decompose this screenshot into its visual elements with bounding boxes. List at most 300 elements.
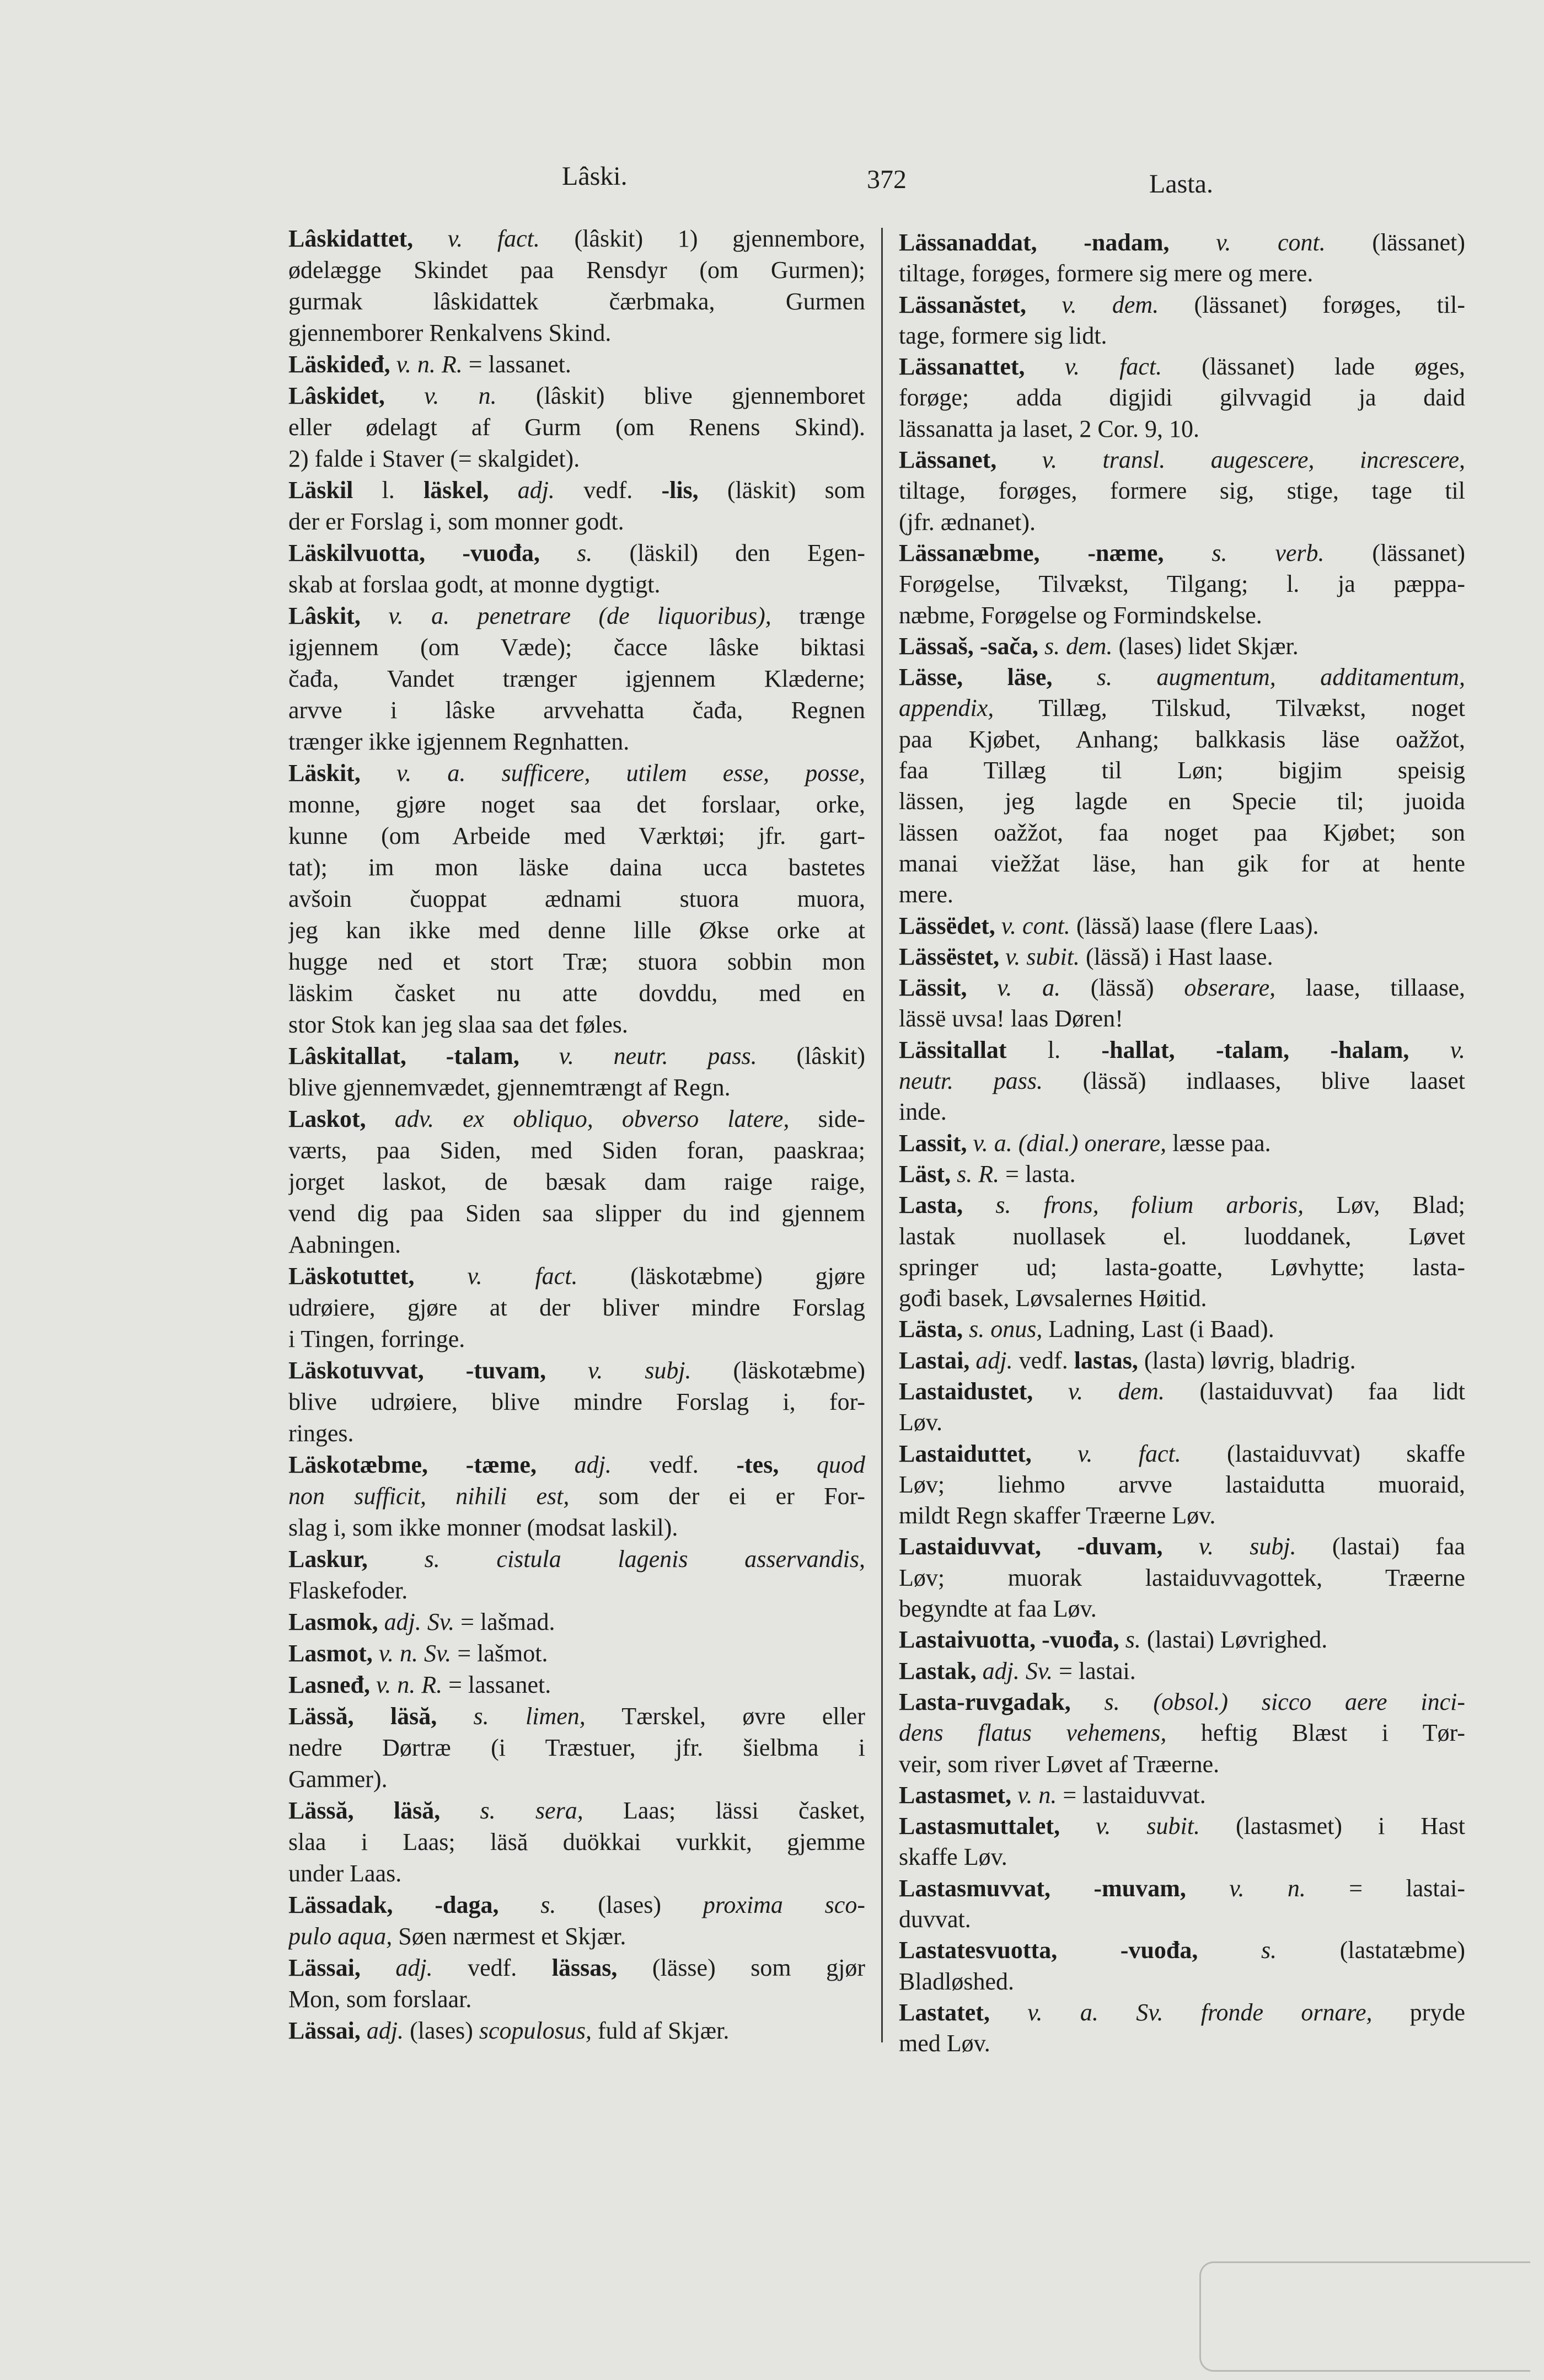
definition-text: Løv. bbox=[899, 1409, 943, 1436]
definition-text: Flaskefoder. bbox=[288, 1577, 408, 1604]
dictionary-line bbox=[288, 1260, 865, 1292]
definition-text: Søen nærmest et Skjær. bbox=[392, 1923, 626, 1950]
headword: Lässit, bbox=[899, 974, 967, 1002]
definition-text: slag i, som ikke monner (modsat laskil). bbox=[288, 1514, 678, 1541]
definition-text: (lässanet) forøges, til- bbox=[1159, 291, 1465, 318]
italic-label: adj. bbox=[360, 1954, 433, 1981]
definition-text: Bladløshed. bbox=[899, 1967, 1014, 1995]
definition-text: läskim časket nu atte dovddu, med en bbox=[288, 980, 865, 1007]
italic-label: pulo aqua, bbox=[288, 1923, 393, 1950]
dictionary-line bbox=[899, 1159, 1465, 1190]
dictionary-line bbox=[899, 1842, 1465, 1873]
definition-text: Tærskel, øvre eller bbox=[585, 1703, 865, 1730]
definition-text: monne, gjøre noget saa det forslaar, orke, bbox=[288, 791, 865, 818]
header-guide-word-left: Lâski. bbox=[562, 162, 628, 191]
definition-text: ringes. bbox=[288, 1420, 354, 1447]
definition-text: heftig Blæst i Tør- bbox=[1166, 1719, 1465, 1747]
definition-text: Løv; liehmo arvve lastaidutta muoraid, bbox=[899, 1470, 1465, 1498]
headword: Lässadak, -daga, bbox=[288, 1891, 499, 1918]
headword: -hallat, -talam, -halam, bbox=[1101, 1036, 1409, 1063]
dictionary-line bbox=[288, 1858, 865, 1889]
dictionary-line bbox=[288, 1826, 865, 1858]
italic-label: v. n. bbox=[384, 382, 497, 409]
definition-text: manai viežžat läse, han gik for at hente bbox=[899, 849, 1465, 877]
definition-text: side- bbox=[789, 1105, 865, 1132]
definition-text: = lastaiduvvat. bbox=[1057, 1781, 1206, 1809]
definition-text: Laas; lässi časket, bbox=[583, 1797, 865, 1824]
headword: Lastasmet, bbox=[899, 1781, 1012, 1809]
italic-label: v. fact. bbox=[413, 225, 540, 252]
italic-label: v. fact. bbox=[1025, 353, 1162, 381]
definition-text: l. bbox=[1006, 1036, 1102, 1063]
dictionary-line bbox=[899, 351, 1465, 382]
definition-text: slaa i Laas; läsă duökkai vurkkit, gjemme bbox=[288, 1828, 865, 1855]
dictionary-line bbox=[899, 911, 1465, 942]
headword: Lässanet, bbox=[899, 446, 997, 474]
italic-label: v. n. bbox=[1186, 1874, 1306, 1902]
right-column bbox=[899, 227, 1465, 2060]
headword: Lastaiduttet, bbox=[899, 1440, 1032, 1467]
dictionary-line bbox=[899, 817, 1465, 848]
italic-label: v. a. sufficere, utilem esse, posse, bbox=[360, 760, 865, 787]
italic-label: v. n. Sv. bbox=[372, 1640, 452, 1667]
headword: Lâskidattet, bbox=[288, 225, 414, 252]
headword: Lastatet, bbox=[899, 1998, 990, 2026]
italic-label: v. a. penetrare (de liquoribus), bbox=[360, 602, 771, 629]
dictionary-line bbox=[899, 600, 1465, 631]
dictionary-line bbox=[899, 724, 1465, 755]
italic-label: adv. ex obliquo, obverso latere, bbox=[366, 1105, 790, 1132]
headword: Lastaivuotta, -vuođa, bbox=[899, 1626, 1119, 1654]
headword: Lässanattet, bbox=[899, 353, 1025, 381]
definition-text: (lässanet) lade øges, bbox=[1162, 353, 1465, 381]
dictionary-line bbox=[288, 1229, 865, 1260]
definition-text: = lastai- bbox=[1305, 1874, 1465, 1902]
dictionary-line bbox=[288, 1323, 865, 1355]
dictionary-line bbox=[288, 1983, 865, 2015]
italic-label: proxima sco- bbox=[703, 1891, 865, 1918]
italic-label: s. frons, folium arboris, bbox=[963, 1191, 1304, 1219]
dictionary-line bbox=[288, 600, 865, 632]
definition-text: skab at forslaa godt, at monne dygtigt. bbox=[288, 571, 661, 598]
headword: Lâskidet, bbox=[288, 382, 385, 409]
definition-text: = lastai. bbox=[1053, 1657, 1136, 1684]
definition-text: blive gjennemvædet, gjennemtrængt af Regn. bbox=[288, 1074, 731, 1101]
italic-label: appendix, bbox=[899, 694, 994, 722]
dictionary-line bbox=[899, 1190, 1465, 1221]
italic-label: neutr. pass. bbox=[899, 1067, 1043, 1095]
definition-text: (lässă) i Hast laase. bbox=[1079, 943, 1273, 970]
dictionary-line bbox=[288, 852, 865, 883]
dictionary-line bbox=[899, 1904, 1465, 1935]
definition-text: Løv, Blad; bbox=[1304, 1191, 1465, 1219]
italic-label: v. dem. bbox=[1033, 1377, 1165, 1405]
dictionary-line bbox=[288, 349, 865, 380]
dictionary-line bbox=[288, 380, 865, 411]
italic-label: v. n. bbox=[1011, 1781, 1057, 1809]
headword: Lässaš, -sača, bbox=[899, 632, 1039, 660]
dictionary-line bbox=[288, 883, 865, 914]
definition-text: vedf. bbox=[432, 1954, 552, 1981]
dictionary-line bbox=[288, 1040, 865, 1072]
dictionary-line bbox=[288, 1543, 865, 1575]
italic-label: s. cistula lagenis asservandis, bbox=[367, 1545, 865, 1573]
dictionary-line bbox=[899, 1624, 1465, 1655]
italic-label: s. bbox=[498, 1891, 556, 1918]
dictionary-line bbox=[899, 1345, 1465, 1376]
italic-label: v. dem. bbox=[1026, 291, 1159, 318]
dictionary-line bbox=[288, 474, 865, 506]
italic-label: v. fact. bbox=[414, 1263, 578, 1290]
dictionary-line bbox=[899, 507, 1465, 538]
headword: Lasta, bbox=[899, 1191, 963, 1219]
definition-text: vedf. bbox=[554, 477, 662, 504]
headword: Lässëdet, bbox=[899, 912, 995, 939]
definition-text: skaffe Løv. bbox=[899, 1843, 1007, 1871]
definition-text: stor Stok kan jeg slaa saa det føles. bbox=[288, 1011, 628, 1038]
definition-text: (lastai) faa bbox=[1296, 1533, 1465, 1560]
dictionary-line bbox=[899, 1563, 1465, 1593]
dictionary-line bbox=[899, 1531, 1465, 1562]
headword: Lastasmuvvat, -muvam, bbox=[899, 1874, 1186, 1902]
dictionary-line bbox=[288, 1072, 865, 1103]
definition-text: begyndte at faa Løv. bbox=[899, 1595, 1097, 1623]
headword: Läst, bbox=[899, 1160, 951, 1188]
italic-label: s. bbox=[539, 539, 593, 566]
italic-label: adj. bbox=[536, 1451, 612, 1478]
dictionary-line bbox=[288, 757, 865, 789]
definition-text: udrøiere, gjøre at der bliver mindre Forslag bbox=[288, 1294, 865, 1321]
definition-text: (lässanet) bbox=[1324, 539, 1465, 566]
headword: Läskotæbme, -tæme, bbox=[288, 1451, 537, 1478]
definition-text: paa Kjøbet, Anhang; balkkasis läse oažžot, bbox=[899, 725, 1465, 753]
italic-label: v. n. R. bbox=[390, 351, 463, 378]
definition-text: (lässă) laase (flere Laas). bbox=[1070, 912, 1319, 939]
definition-text: (läskotæbme) bbox=[691, 1357, 865, 1384]
headword: Laskot, bbox=[288, 1105, 366, 1132]
dictionary-line bbox=[288, 1292, 865, 1323]
dictionary-line bbox=[288, 789, 865, 820]
dictionary-line bbox=[899, 631, 1465, 662]
definition-text: duvvat. bbox=[899, 1906, 971, 1933]
dictionary-line bbox=[899, 2028, 1465, 2059]
dictionary-line bbox=[899, 1749, 1465, 1780]
definition-text: Løv; muorak lastaiduvvagottek, Træerne bbox=[899, 1564, 1465, 1591]
dictionary-line bbox=[899, 227, 1465, 258]
dictionary-line bbox=[899, 475, 1465, 506]
definition-text: faa Tillæg til Løn; bigjim speisig bbox=[899, 757, 1465, 784]
headword: Lässanăstet, bbox=[899, 291, 1027, 318]
definition-text: (jfr. ædnanet). bbox=[899, 508, 1036, 536]
italic-label: v. cont. bbox=[1169, 229, 1326, 256]
italic-label: v. subit. bbox=[1060, 1812, 1200, 1840]
definition-text: = lassanet. bbox=[442, 1671, 551, 1698]
headword: lässas, bbox=[551, 1954, 618, 1981]
italic-label: adj. bbox=[969, 1346, 1013, 1374]
dictionary-line bbox=[899, 1128, 1465, 1159]
headword: Lässai, bbox=[288, 1954, 361, 1981]
dictionary-line bbox=[288, 694, 865, 726]
headword: Lâskit, bbox=[288, 602, 361, 629]
definition-text: der er Forslag i, som monner godt. bbox=[288, 508, 624, 535]
definition-text: (lases) lidet Skjær. bbox=[1112, 632, 1299, 660]
headword: lastas, bbox=[1074, 1346, 1138, 1374]
definition-text: (lases) bbox=[404, 2017, 479, 2044]
headword: Lästa, bbox=[899, 1315, 963, 1343]
definition-text: = lašmot. bbox=[451, 1640, 548, 1667]
italic-label: s. dem. bbox=[1038, 632, 1113, 660]
dictionary-line bbox=[288, 537, 865, 569]
definition-text: (lastaiduvvat) faa lidt bbox=[1164, 1377, 1465, 1405]
italic-label: v. fact. bbox=[1031, 1440, 1181, 1467]
definition-text: Mon, som forslaar. bbox=[288, 1986, 472, 2013]
dictionary-line bbox=[899, 1966, 1465, 1997]
definition-text: (läskil) den Egen- bbox=[592, 539, 865, 566]
definition-text: = lasta. bbox=[999, 1160, 1076, 1188]
definition-text: (lässanet) bbox=[1325, 229, 1465, 256]
italic-label: non sufficit, nihili est, bbox=[288, 1483, 570, 1510]
dictionary-line bbox=[899, 258, 1465, 289]
italic-label: adj. bbox=[489, 477, 555, 504]
definition-text: lässen, jeg lagde en Specie til; juoida bbox=[899, 788, 1465, 815]
dictionary-line bbox=[899, 1500, 1465, 1531]
definition-text: springer ud; lasta-goatte, Løvhytte; lasta- bbox=[899, 1253, 1465, 1281]
italic-label: v. subj. bbox=[1162, 1533, 1296, 1560]
headword: Lastak, bbox=[899, 1657, 977, 1684]
definition-text: tiltage, forøges, formere sig, stige, tage til bbox=[899, 477, 1465, 505]
definition-text: (lässă) indlaases, blive laaset bbox=[1042, 1067, 1465, 1095]
definition-text: (lastatæbme) bbox=[1277, 1937, 1465, 1964]
headword: Läskit, bbox=[288, 760, 361, 787]
definition-text: fuld af Skjær. bbox=[592, 2017, 730, 2044]
dictionary-line bbox=[288, 663, 865, 694]
definition-text: lässen oažžot, faa noget paa Kjøbet; son bbox=[899, 819, 1465, 846]
definition-text: gođi basek, Løvsalernes Høitid. bbox=[899, 1285, 1207, 1312]
dictionary-line bbox=[899, 538, 1465, 569]
italic-label: v. subit. bbox=[999, 943, 1080, 970]
dictionary-line bbox=[288, 317, 865, 349]
dictionary-line bbox=[899, 942, 1465, 972]
header-guide-word-right: Lasta. bbox=[1149, 169, 1213, 199]
dictionary-line bbox=[899, 786, 1465, 817]
dictionary-line bbox=[288, 1386, 865, 1418]
italic-label: s. sera, bbox=[440, 1797, 583, 1824]
italic-label: adj. Sv. bbox=[976, 1657, 1053, 1684]
headword: Lässai, bbox=[288, 2017, 361, 2044]
definition-text: 2) falde i Staver (= skalgidet). bbox=[288, 445, 580, 472]
headword: läskel, bbox=[423, 477, 489, 504]
dictionary-line bbox=[288, 1606, 865, 1638]
dictionary-line bbox=[899, 1252, 1465, 1283]
dictionary-line bbox=[288, 506, 865, 537]
dictionary-line bbox=[288, 411, 865, 443]
italic-label: v. a. (dial.) onerare, bbox=[967, 1129, 1167, 1157]
dictionary-line bbox=[288, 632, 865, 663]
definition-text: forøge; adda digjidi gilvvagid ja daid bbox=[899, 384, 1465, 411]
italic-label: s. limen, bbox=[437, 1703, 586, 1730]
dictionary-line bbox=[288, 1669, 865, 1700]
definition-text: vend dig paa Siden saa slipper du ind gjennem bbox=[288, 1200, 865, 1227]
headword: Lastai, bbox=[899, 1346, 970, 1374]
left-column bbox=[288, 223, 865, 2046]
dictionary-line bbox=[288, 1512, 865, 1543]
definition-text: = lassanet. bbox=[462, 351, 571, 378]
dictionary-line bbox=[288, 1197, 865, 1229]
italic-label: v. a. Sv. fronde ornare, bbox=[989, 1998, 1373, 2026]
definition-text: (lâskit) bbox=[757, 1042, 865, 1069]
italic-label: s. (obsol.) sicco aere inci- bbox=[1070, 1688, 1465, 1715]
dictionary-line bbox=[899, 755, 1465, 786]
definition-text: igjennem (om Væde); čacce lâske biktasi bbox=[288, 634, 865, 661]
dictionary-line bbox=[899, 1407, 1465, 1438]
italic-label: s. R. bbox=[951, 1160, 1000, 1188]
dictionary-line bbox=[288, 254, 865, 286]
definition-text: under Laas. bbox=[288, 1860, 402, 1887]
dictionary-line bbox=[899, 1935, 1465, 1966]
definition-text: (lastaiduvvat) skaffe bbox=[1181, 1440, 1465, 1467]
italic-label: quod bbox=[779, 1451, 865, 1478]
dictionary-line bbox=[288, 443, 865, 474]
dictionary-line bbox=[288, 1952, 865, 1983]
definition-text: (lässă) bbox=[1060, 974, 1184, 1002]
headword: Lasta-ruvgadak, bbox=[899, 1688, 1071, 1715]
definition-text: pryde bbox=[1372, 1998, 1465, 2026]
italic-label: v. subj. bbox=[546, 1357, 691, 1384]
definition-text: = lašmad. bbox=[454, 1608, 555, 1635]
definition-text: i Tingen, forringe. bbox=[288, 1325, 465, 1352]
headword: Läskilvuotta, -vuođa, bbox=[288, 539, 540, 566]
dictionary-line bbox=[899, 1221, 1465, 1252]
definition-text: lässanatta ja laset, 2 Cor. 9, 10. bbox=[899, 415, 1199, 442]
dictionary-line bbox=[899, 569, 1465, 600]
headword: Lässanaddat, -nadam, bbox=[899, 229, 1170, 256]
definition-text: som der ei er For- bbox=[569, 1483, 865, 1510]
definition-text: (lasta) løvrig, bladrig. bbox=[1138, 1346, 1356, 1374]
dictionary-line bbox=[899, 1283, 1465, 1314]
italic-label: v. n. R. bbox=[369, 1671, 443, 1698]
dictionary-line bbox=[288, 1921, 865, 1952]
headword: Lastaidustet, bbox=[899, 1377, 1033, 1405]
dictionary-line bbox=[288, 1575, 865, 1606]
italic-label: adj. bbox=[360, 2017, 404, 2044]
headword: Lasneđ, bbox=[288, 1671, 370, 1698]
dictionary-line bbox=[288, 1763, 865, 1795]
column-divider bbox=[881, 228, 883, 2042]
headword: Lassit, bbox=[899, 1129, 967, 1157]
headword: Lässanæbme, -næme, bbox=[899, 539, 1164, 566]
definition-text: blive udrøiere, blive mindre Forslag i, for- bbox=[288, 1388, 865, 1415]
dictionary-line bbox=[288, 1355, 865, 1386]
definition-text: Gammer). bbox=[288, 1766, 388, 1793]
definition-text: (lässe) som gjør bbox=[617, 1954, 865, 1981]
definition-text: gurmak lâskidattek čærbmaka, Gurmen bbox=[288, 288, 865, 315]
definition-text: laase, tillaase, bbox=[1275, 974, 1465, 1002]
italic-label: s. augmentum, additamentum, bbox=[1052, 664, 1465, 691]
definition-text: Ladning, Last (i Baad). bbox=[1042, 1315, 1274, 1343]
dictionary-line bbox=[288, 1166, 865, 1197]
page-number: 372 bbox=[867, 165, 907, 194]
headword: Läskotuttet, bbox=[288, 1263, 415, 1290]
dictionary-line bbox=[899, 1035, 1465, 1066]
definition-text: avšoin čuoppat ædnami stuora muora, bbox=[288, 885, 865, 912]
dictionary-line bbox=[288, 1795, 865, 1826]
definition-text: lässë uvsa! laas Døren! bbox=[899, 1005, 1123, 1033]
definition-text: tat); im mon läske daina ucca bastetes bbox=[288, 854, 865, 881]
definition-text: vedf. bbox=[1012, 1346, 1074, 1374]
definition-text: med Løv. bbox=[899, 2030, 990, 2057]
dictionary-line bbox=[899, 382, 1465, 413]
definition-text: (lastasmet) i Hast bbox=[1200, 1812, 1465, 1840]
dictionary-line bbox=[288, 726, 865, 757]
dictionary-line bbox=[899, 1656, 1465, 1687]
italic-label: adj. Sv. bbox=[378, 1608, 455, 1635]
dictionary-line bbox=[899, 1314, 1465, 1345]
dictionary-line bbox=[288, 1638, 865, 1669]
italic-label: dens flatus vehemens, bbox=[899, 1719, 1167, 1747]
definition-text: tage, formere sig lidt. bbox=[899, 322, 1107, 349]
definition-text: kunne (om Arbeide med Værktøi; jfr. gart- bbox=[288, 822, 865, 849]
headword: Lastaiduvvat, -duvam, bbox=[899, 1533, 1163, 1560]
dictionary-line bbox=[899, 320, 1465, 351]
headword: Lässe, läse, bbox=[899, 664, 1053, 691]
dictionary-line bbox=[899, 414, 1465, 445]
headword: Lässă, läsă, bbox=[288, 1797, 441, 1824]
italic-label: v. a. bbox=[967, 974, 1061, 1002]
headword: Lasmok, bbox=[288, 1608, 378, 1635]
definition-text: Tillæg, Tilskud, Tilvækst, noget bbox=[994, 694, 1465, 722]
dictionary-line bbox=[288, 2015, 865, 2046]
dictionary-line bbox=[899, 1066, 1465, 1097]
dictionary-line bbox=[288, 286, 865, 317]
italic-label: s. verb. bbox=[1164, 539, 1325, 566]
dictionary-line bbox=[899, 1780, 1465, 1811]
italic-label: v. bbox=[1409, 1036, 1465, 1063]
headword: -tes, bbox=[736, 1451, 779, 1478]
definition-text: (lases) bbox=[556, 1891, 703, 1918]
definition-text: ødelægge Skindet paa Rensdyr (om Gurmen); bbox=[288, 256, 865, 284]
definition-text: værts, paa Siden, med Siden foran, paaskraa; bbox=[288, 1137, 865, 1164]
definition-text: Aabningen. bbox=[288, 1231, 401, 1258]
dictionary-line bbox=[899, 1718, 1465, 1748]
dictionary-line bbox=[899, 1997, 1465, 2028]
dictionary-line bbox=[288, 820, 865, 852]
dictionary-line bbox=[288, 1103, 865, 1135]
dictionary-line bbox=[899, 1687, 1465, 1718]
dictionary-line bbox=[288, 1732, 865, 1763]
dictionary-line bbox=[899, 445, 1465, 475]
definition-text: l. bbox=[353, 477, 423, 504]
definition-text: næbme, Forøgelse og Formindskelse. bbox=[899, 601, 1262, 629]
dictionary-line bbox=[288, 1449, 865, 1480]
dictionary-line bbox=[288, 914, 865, 946]
dictionary-line bbox=[899, 1469, 1465, 1500]
definition-text: hugge ned et stort Træ; stuora sobbin mon bbox=[288, 948, 865, 975]
definition-text: tiltage, forøges, formere sig mere og mere. bbox=[899, 260, 1314, 287]
definition-text: jeg kan ikke med denne lille Økse orke at bbox=[288, 917, 865, 944]
headword: Lässëstet, bbox=[899, 943, 1000, 970]
dictionary-line bbox=[899, 972, 1465, 1003]
dictionary-line bbox=[899, 1097, 1465, 1127]
definition-text: čađa, Vandet trænger igjennem Klæderne; bbox=[288, 665, 865, 692]
definition-text: inde. bbox=[899, 1098, 947, 1126]
definition-text: vedf. bbox=[611, 1451, 737, 1478]
dictionary-line bbox=[288, 223, 865, 254]
headword: Lässă, läsă, bbox=[288, 1703, 437, 1730]
definition-text: gjennemborer Renkalvens Skind. bbox=[288, 319, 612, 346]
definition-text: trænge bbox=[771, 602, 865, 629]
definition-text: (lâskit) 1) gjennembore, bbox=[539, 225, 865, 252]
dictionary-line bbox=[288, 1009, 865, 1040]
